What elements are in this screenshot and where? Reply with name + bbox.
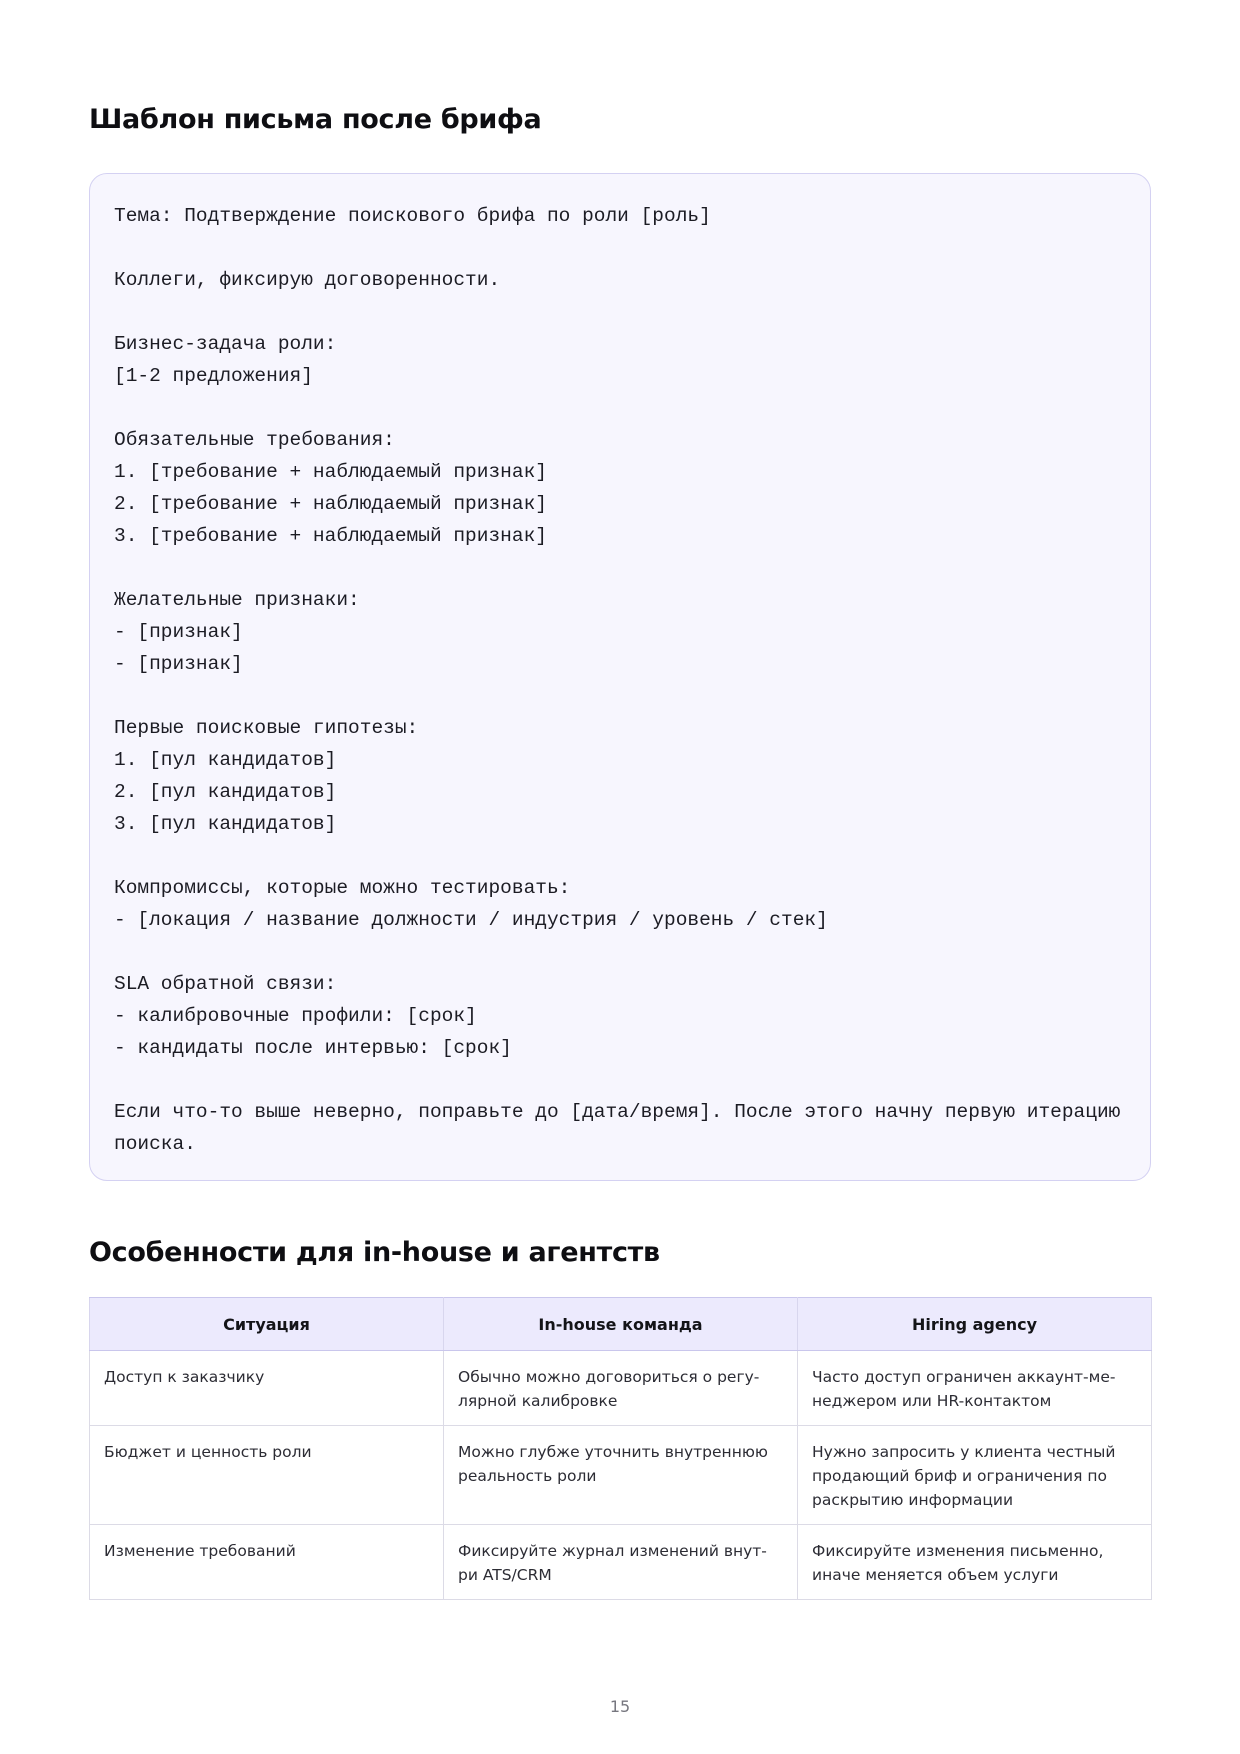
template-line: - калибровочные профили: [срок] — [114, 1005, 477, 1027]
template-line: - [признак] — [114, 653, 243, 675]
template-line: 1. [пул кандидатов] — [114, 749, 337, 771]
comparison-table-wrapper — [89, 1297, 1151, 1600]
table-header-row — [90, 1298, 1152, 1351]
template-line: 2. [требование + наблюдаемый признак] — [114, 493, 547, 515]
table-row — [90, 1525, 1152, 1600]
section-title-inhouse-agency: Особенности для in-house и агентств — [89, 1237, 660, 1268]
table-cell: Фиксируйте журнал изменений внут- ри ATS/CRM — [444, 1525, 798, 1600]
template-blank-line — [114, 680, 1126, 712]
template-blank-line — [114, 392, 1126, 424]
template-line: Первые поисковые гипотезы: — [114, 717, 419, 739]
template-line: Обязательные требования: — [114, 429, 395, 451]
template-line: Бизнес-задача роли: — [114, 333, 337, 355]
table-cell: Изменение требований — [90, 1525, 444, 1600]
template-line: Желательные признаки: — [114, 589, 360, 611]
template-line: Коллеги, фиксирую договоренности. — [114, 269, 501, 291]
table-cell: Можно глубже уточнить внутреннюю реальность роли — [444, 1426, 798, 1525]
template-line: - [локация / название должности / индустрия / уровень / стек] — [114, 909, 828, 931]
template-blank-line — [114, 936, 1126, 968]
email-template-box — [89, 173, 1151, 1181]
template-blank-line — [114, 296, 1126, 328]
template-blank-line — [114, 552, 1126, 584]
template-blank-line — [114, 1064, 1126, 1096]
template-line: 3. [пул кандидатов] — [114, 813, 337, 835]
template-line: Компромиссы, которые можно тестировать: — [114, 877, 571, 899]
template-line: Тема: Подтверждение поискового брифа по роли [роль] — [114, 205, 711, 227]
header-agency: Hiring agency — [798, 1298, 1152, 1351]
template-blank-line — [114, 232, 1126, 264]
template-line: 2. [пул кандидатов] — [114, 781, 337, 803]
header-situation: Ситуация — [90, 1298, 444, 1351]
template-line: [1-2 предложения] — [114, 365, 313, 387]
template-line: - кандидаты после интервью: [срок] — [114, 1037, 512, 1059]
table-cell: Доступ к заказчику — [90, 1351, 444, 1426]
template-line: поиска. — [114, 1133, 196, 1155]
page-number: 15 — [609, 1697, 631, 1716]
table-cell: Часто доступ ограничен аккаунт-ме- неджером или HR-контактом — [798, 1351, 1152, 1426]
table-cell: Нужно запросить у клиента честный продающий бриф и ограничения по раскрытию информации — [798, 1426, 1152, 1525]
template-line: SLA обратной связи: — [114, 973, 337, 995]
header-inhouse: In-house команда — [444, 1298, 798, 1351]
section-title-email-template: Шаблон письма после брифа — [89, 104, 542, 135]
email-template-text — [114, 200, 1126, 1160]
table-row — [90, 1351, 1152, 1426]
template-blank-line — [114, 840, 1126, 872]
table-cell: Фиксируйте изменения письменно, иначе меняется объем услуги — [798, 1525, 1152, 1600]
template-line: 3. [требование + наблюдаемый признак] — [114, 525, 547, 547]
table-cell: Бюджет и ценность роли — [90, 1426, 444, 1525]
template-line: 1. [требование + наблюдаемый признак] — [114, 461, 547, 483]
template-line: Если что-то выше неверно, поправьте до [дата/время]. После этого начну первую итерацию — [114, 1101, 1121, 1123]
table-row — [90, 1426, 1152, 1525]
table-cell: Обычно можно договориться о регу- лярной калибровке — [444, 1351, 798, 1426]
template-line: - [признак] — [114, 621, 243, 643]
comparison-table — [89, 1297, 1152, 1600]
